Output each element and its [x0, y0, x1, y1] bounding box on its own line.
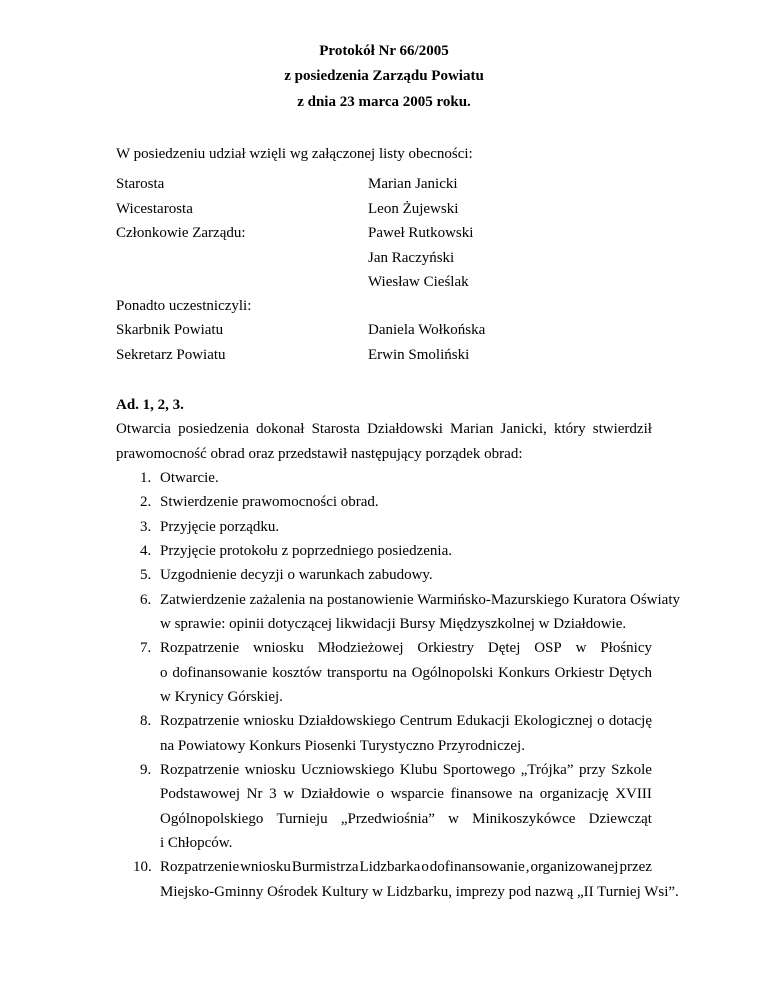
- word: organizowanej: [530, 859, 619, 875]
- word: Rozpatrzenie: [160, 713, 240, 729]
- paragraph-line: [116, 420, 652, 438]
- attendee-name: Marian Janicki: [368, 176, 458, 192]
- word: Podstawowej: [160, 786, 240, 802]
- word: Orkiestr: [554, 665, 604, 681]
- agenda-item-continuation: [160, 810, 652, 828]
- agenda-item-continuation: [160, 664, 652, 682]
- word: OSP: [534, 640, 562, 656]
- word: o: [160, 665, 168, 681]
- word: Sportowego: [442, 762, 516, 778]
- agenda-item-continuation: i Chłopców.: [160, 835, 233, 851]
- word: Minikoszykówce: [472, 811, 576, 827]
- word: posiedzenia: [178, 421, 249, 437]
- word: dofinansowanie: [172, 665, 268, 681]
- word: Turnieju: [276, 811, 328, 827]
- word: wniosku: [240, 859, 291, 875]
- agenda-number: 3.: [140, 519, 152, 535]
- word: Centrum: [399, 713, 453, 729]
- word: Ekologicznej: [513, 713, 593, 729]
- word: Marian: [450, 421, 494, 437]
- word: Działdowie: [300, 786, 370, 802]
- attendee-name: Jan Raczyński: [368, 250, 455, 266]
- agenda-item: Zatwierdzenie zażalenia na postanowienie Warmińsko-Mazurskiego Kuratora Oświaty: [160, 592, 680, 608]
- word: Burmistrza: [291, 859, 359, 875]
- word: „Przedwiośnia”: [340, 811, 435, 827]
- word: na: [392, 665, 407, 681]
- attendee-role: Starosta: [116, 176, 165, 192]
- agenda-item: Przyjęcie porządku.: [160, 519, 280, 535]
- word: przez: [619, 859, 652, 875]
- word: „Trójka”: [520, 762, 574, 778]
- word: transportu: [326, 665, 388, 681]
- word: o: [421, 859, 429, 875]
- word: 3: [269, 786, 277, 802]
- protocol-subtitle: z posiedzenia Zarządu Powiatu: [284, 68, 484, 84]
- word: Lidzbarka: [359, 859, 421, 875]
- agenda-number: 5.: [140, 567, 152, 583]
- word: Dętych: [608, 665, 652, 681]
- word: ,: [525, 859, 530, 875]
- agenda-number: 8.: [140, 713, 152, 729]
- other-name: Erwin Smoliński: [368, 347, 470, 363]
- agenda-number: 6.: [140, 592, 152, 608]
- word: Młodzieżowej: [317, 640, 404, 656]
- word: Starosta: [311, 421, 360, 437]
- protocol-title: Protokół Nr 66/2005: [319, 43, 449, 59]
- agenda-item: [160, 761, 652, 779]
- word: Otwarcia: [116, 421, 171, 437]
- word: Ogólnopolskiego: [160, 811, 264, 827]
- word: wniosku: [252, 640, 304, 656]
- word: XVIII: [615, 786, 652, 802]
- word: wsparcie: [390, 786, 444, 802]
- agenda-item: Przyjęcie protokołu z poprzedniego posiedzenia.: [160, 543, 452, 559]
- word: Rozpatrzenie: [160, 640, 240, 656]
- word: wniosku: [243, 713, 295, 729]
- agenda-item: [160, 858, 652, 876]
- word: Nr: [246, 786, 263, 802]
- agenda-item: [160, 639, 652, 657]
- word: przy: [578, 762, 606, 778]
- word: w: [283, 786, 295, 802]
- agenda-item: Otwarcie.: [160, 470, 219, 486]
- other-role: Skarbnik Powiatu: [116, 322, 224, 338]
- agenda-item-continuation: w Krynicy Górskiej.: [160, 689, 283, 705]
- word: który: [553, 421, 586, 437]
- word: Rozpatrzenie: [160, 762, 240, 778]
- protocol-date: z dnia 23 marca 2005 roku.: [297, 94, 471, 110]
- word: finansowe: [450, 786, 513, 802]
- word: o: [376, 786, 385, 802]
- agenda-number: 4.: [140, 543, 152, 559]
- word: kosztów: [272, 665, 323, 681]
- section-heading: Ad. 1, 2, 3.: [116, 397, 184, 413]
- word: w: [448, 811, 459, 827]
- word: organizację: [539, 786, 609, 802]
- agenda-item: Stwierdzenie prawomocności obrad.: [160, 494, 379, 510]
- word: Konkurs: [498, 665, 550, 681]
- agenda-number: 7.: [140, 640, 152, 656]
- agenda-item-continuation: w sprawie: opinii dotyczącej likwidacji Bursy Międzyszkolnej w Działdowie.: [160, 616, 627, 632]
- word: Orkiestry: [417, 640, 475, 656]
- agenda-item-continuation: [160, 785, 652, 803]
- paragraph-line: prawomocność obrad oraz przedstawił następujący porządek obrad:: [116, 446, 523, 462]
- agenda-number: 2.: [140, 494, 152, 510]
- attendee-name: Leon Żujewski: [368, 201, 459, 217]
- word: Szkole: [611, 762, 652, 778]
- attendance-intro: W posiedzeniu udział wzięli wg załączonej listy obecności:: [116, 146, 473, 162]
- agenda-item: Uzgodnienie decyzji o warunkach zabudowy.: [160, 567, 433, 583]
- word: Działdowskiego: [298, 713, 396, 729]
- agenda-item-continuation: na Powiatowy Konkurs Piosenki Turystyczno Przyrodniczej.: [160, 738, 525, 754]
- word: wniosku: [244, 762, 296, 778]
- other-name: Daniela Wołkońska: [368, 322, 486, 338]
- word: dofinansowanie: [429, 859, 525, 875]
- agenda-item: [160, 712, 652, 730]
- word: Ogólnopolski: [411, 665, 494, 681]
- word: Dziewcząt: [588, 811, 652, 827]
- word: dokonał: [256, 421, 305, 437]
- word: dotację: [608, 713, 652, 729]
- word: Edukacji: [456, 713, 510, 729]
- attendee-name: Wiesław Cieślak: [368, 274, 469, 290]
- attendee-name: Paweł Rutkowski: [368, 225, 474, 241]
- word: Rozpatrzenie: [160, 859, 240, 875]
- word: Działdowski: [367, 421, 443, 437]
- word: Uczniowskiego: [300, 762, 395, 778]
- agenda-item-continuation: Miejsko-Gminny Ośrodek Kultury w Lidzbarku, imprezy pod nazwą „II Turniej Wsi”.: [160, 884, 679, 900]
- attendee-role: Wicestarosta: [116, 201, 193, 217]
- agenda-number: 9.: [140, 762, 152, 778]
- others-label: Ponadto uczestniczyli:: [116, 298, 252, 314]
- word: Płośnicy: [600, 640, 652, 656]
- word: o: [597, 713, 605, 729]
- attendee-role: Członkowie Zarządu:: [116, 225, 246, 241]
- word: Dętej: [487, 640, 521, 656]
- word: Janicki,: [500, 421, 547, 437]
- word: Klubu: [399, 762, 438, 778]
- agenda-number: 1.: [140, 470, 152, 486]
- word: stwierdził: [592, 421, 652, 437]
- other-role: Sekretarz Powiatu: [116, 347, 226, 363]
- agenda-number: 10.: [133, 859, 152, 875]
- word: na: [518, 786, 534, 802]
- word: w: [575, 640, 587, 656]
